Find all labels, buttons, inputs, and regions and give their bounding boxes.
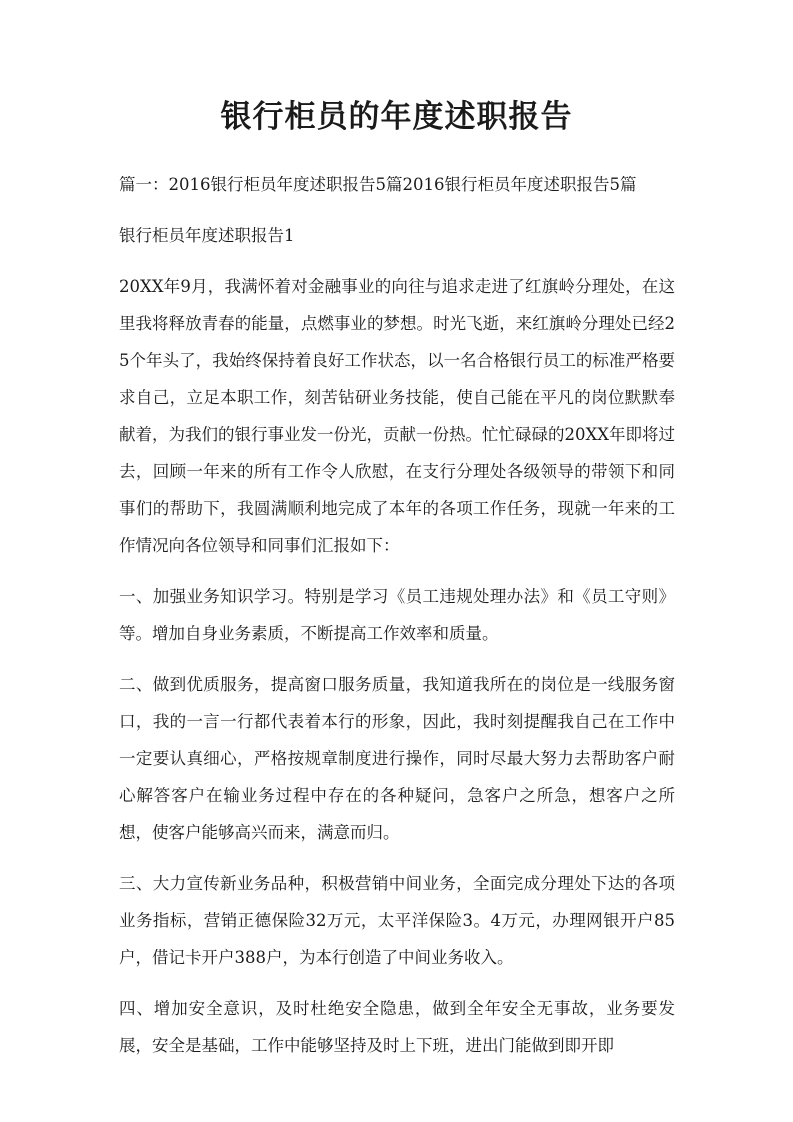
- item-paragraph-1: 一、加强业务知识学习。特别是学习《员工违规处理办法》和《员工守则》等。增加自身业务素质，不断提高工作效率和质量。: [119, 587, 675, 643]
- item-paragraph-4: 四、增加安全意识，及时杜绝安全隐患，做到全年安全无事故，业务要发展，安全是基础，工作中能够坚持及时上下班，进出门能做到即开即: [119, 999, 675, 1055]
- item-paragraph-3: 三、大力宣传新业务品种，积极营销中间业务，全面完成分理处下达的各项业务指标，营销正德保险32万元，太平洋保险3。4万元，办理网银开户85户，借记卡开户388户，为本行创造了中间业务收入。: [119, 874, 675, 967]
- item-paragraph-2: 二、做到优质服务，提高窗口服务质量，我知道我所在的岗位是一线服务窗口，我的一言一行都代表着本行的形象，因此，我时刻提醒我自己在工作中一定要认真细心，严格按规章制度进行操作，同时尽最大努力去帮助客户耐心解答客户在输业务过程中存在的各种疑问，急客户之所急，想客户之所想，使客户能够高兴而来，满意而归。: [119, 675, 675, 842]
- intro-paragraph: 20XX年9月，我满怀着对金融事业的向往与追求走进了红旗岭分理处，在这里我将释放青春的能量，点燃事业的梦想。时光飞逝，来红旗岭分理处已经25个年头了，我始终保持着良好工作状态，以一名合格银行员工的标准严格要求自己，立足本职工作，刻苦钻研业务技能，使自己能在平凡的岗位默默奉献着，为我们的银行事业发一份光，贡献一份热。忙忙碌碌的20XX年即将过去，回顾一年来的所有工作令人欣慰，在支行分理处各级领导的带领下和同事们的帮助下，我圆满顺利地完成了本年的各项工作任务，现就一年来的工作情况向各位领导和同事们汇报如下：: [119, 277, 675, 555]
- document-body: [119, 166, 675, 1078]
- document-title: 银行柜员的年度述职报告: [220, 99, 573, 135]
- section-heading: 篇一：2016银行柜员年度述职报告5篇2016银行柜员年度述职报告5篇: [119, 175, 637, 194]
- report-subtitle: 银行柜员年度述职报告1: [119, 226, 295, 245]
